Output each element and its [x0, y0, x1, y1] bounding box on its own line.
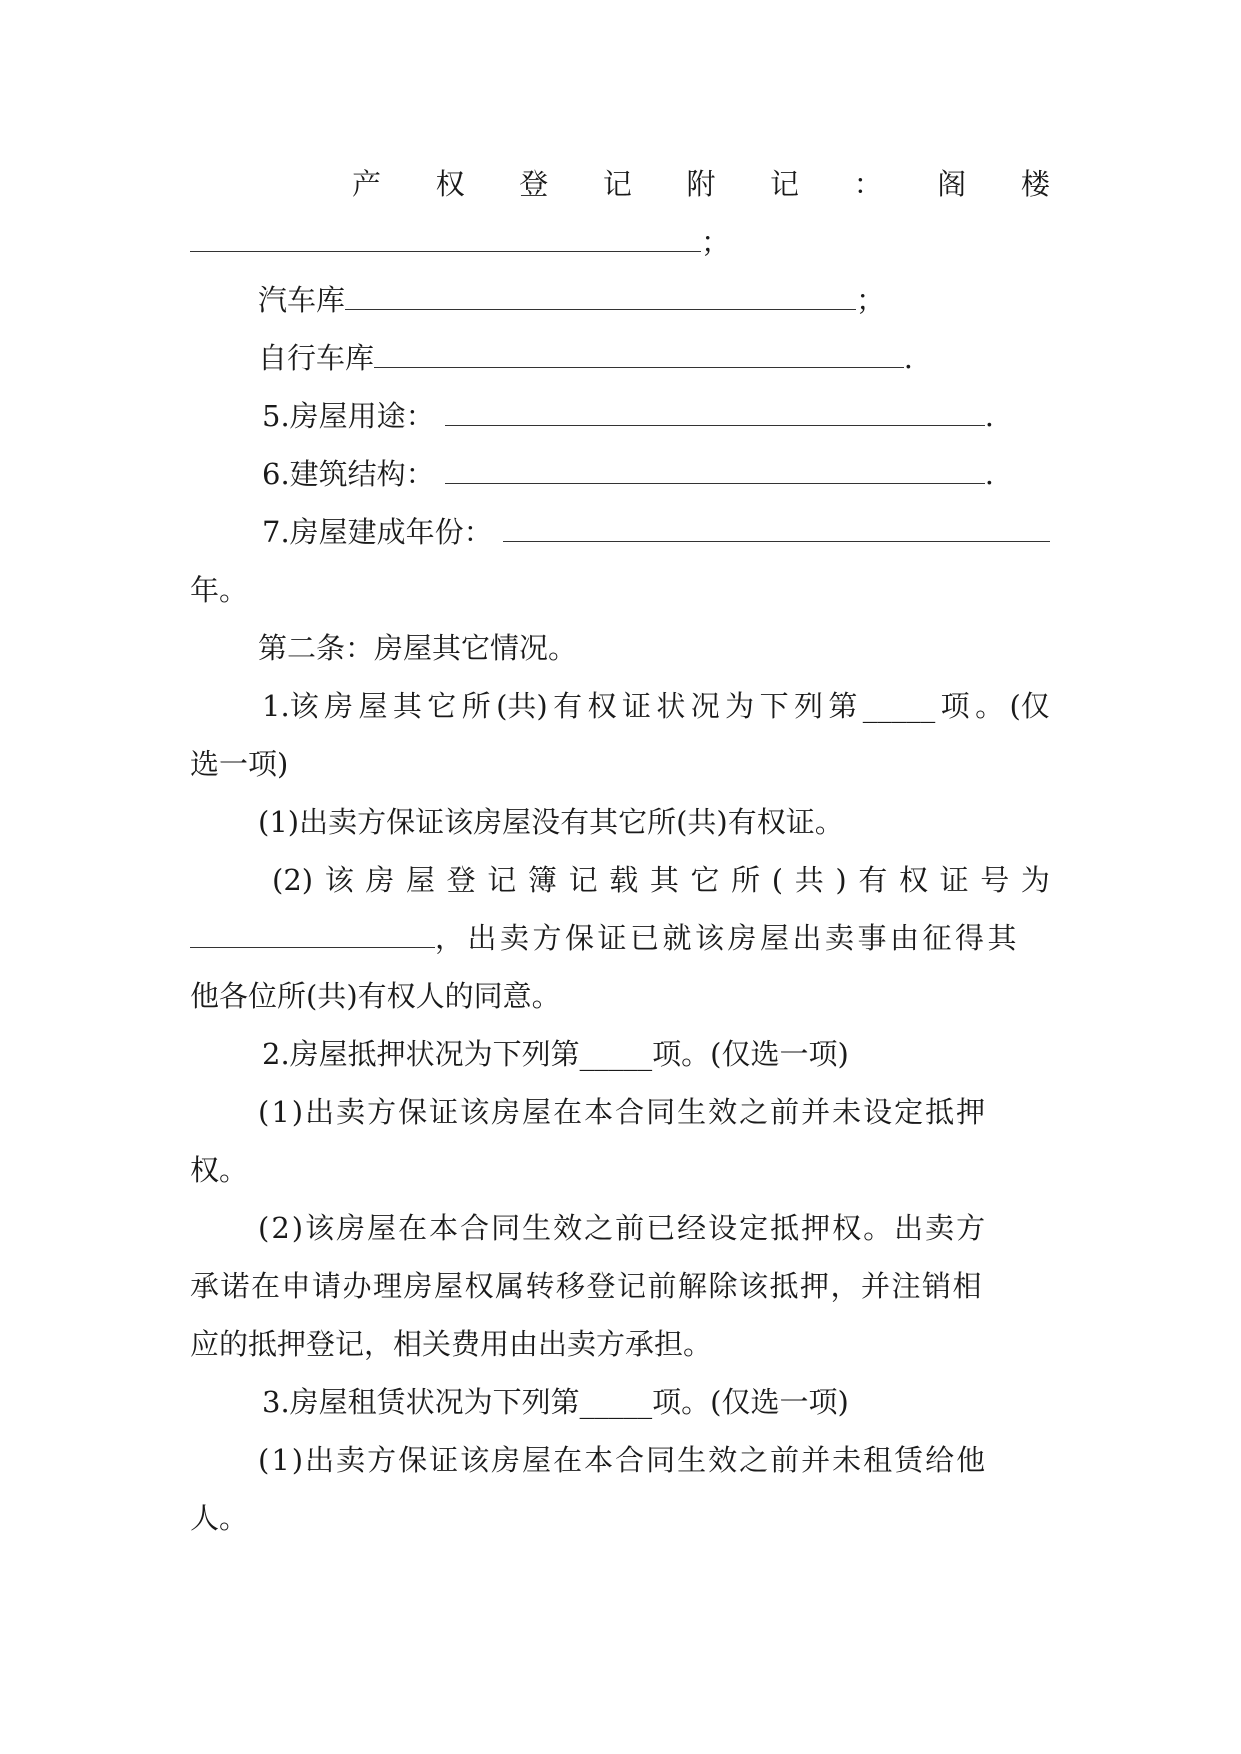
certificate-status-char: (仅	[1009, 689, 1050, 723]
line-bike-garage	[258, 329, 913, 387]
register-record-char: 房	[365, 863, 395, 897]
build-year-label: 7.房屋建成年份：	[262, 515, 493, 549]
certificate-status-char: 房	[324, 689, 354, 723]
register-record-char: 证	[939, 863, 969, 897]
registration-note-char: ：	[853, 167, 883, 201]
register-record-char: 权	[898, 863, 928, 897]
article-two-heading: 第二条：房屋其它情况。	[258, 631, 578, 665]
garage-label: 汽车库	[258, 283, 346, 317]
register-record-char: )	[835, 863, 847, 897]
certificate-status-char: 屋	[358, 689, 388, 723]
bike-garage-blank[interactable]	[374, 331, 904, 368]
house-use-label: 5.房屋用途：	[262, 399, 435, 433]
register-record-char: 所	[731, 863, 761, 897]
certificate-status-char: 况	[690, 689, 720, 723]
register-record-char: 记	[487, 863, 517, 897]
certificate-status-char: 权	[587, 689, 617, 723]
line-certificate-status	[262, 677, 1050, 735]
certificate-status-char: 项	[940, 689, 970, 723]
line-release-mortgage: 承诺在申请办理房屋权属转移登记前解除该抵押，并注销相	[190, 1269, 984, 1303]
line-attic-blank	[190, 213, 730, 271]
lease-status-heading: 3.房屋租赁状况为下列第_____项。(仅选一项)	[262, 1385, 849, 1419]
certificate-status-char: 状	[656, 689, 686, 723]
register-record-char: 簿	[527, 863, 557, 897]
line-owners-consent: 他各位所(共)有权人的同意。	[190, 979, 561, 1013]
registration-note-char: 附	[686, 167, 716, 201]
certificate-status-char: 。	[975, 689, 1005, 723]
certificate-number-blank[interactable]	[190, 911, 435, 948]
register-record-char: 为	[1020, 863, 1050, 897]
registration-note-char: 阁	[937, 167, 967, 201]
option-no-other-certificate: (1)出卖方保证该房屋没有其它所(共)有权证。	[258, 805, 844, 839]
option-no-mortgage: (1)出卖方保证该房屋在本合同生效之前并未设定抵押	[258, 1095, 988, 1129]
register-record-char: (2)	[272, 863, 314, 897]
attic-blank[interactable]	[190, 215, 701, 252]
certificate-status-char: 所	[461, 689, 491, 723]
structure-end: .	[984, 457, 994, 491]
register-record-char: 登	[446, 863, 476, 897]
line-select-one: 选一项)	[190, 747, 289, 781]
certificate-status-char: 其	[392, 689, 422, 723]
attic-end: ；	[700, 225, 730, 259]
house-use-end: .	[984, 399, 994, 433]
certificate-status-char: 有	[553, 689, 583, 723]
certificate-status-char: (共)	[496, 689, 548, 723]
certificate-status-char: 为	[725, 689, 755, 723]
bike-garage-label: 自行车库	[258, 341, 375, 375]
register-record-char: 它	[690, 863, 720, 897]
line-build-year	[262, 503, 1050, 561]
line-certificate-number	[190, 909, 1050, 967]
bike-garage-end: .	[903, 341, 913, 375]
certificate-status-char: 1.该	[262, 689, 319, 723]
line-house-use	[262, 387, 994, 445]
line-mortgage-fees: 应的抵押登记，相关费用由出卖方承担。	[190, 1327, 713, 1361]
structure-blank[interactable]	[445, 447, 985, 484]
register-record-char: 载	[609, 863, 639, 897]
register-record-char: 屋	[406, 863, 436, 897]
option-mortgage-set: (2)该房屋在本合同生效之前已经设定抵押权。出卖方	[258, 1211, 988, 1245]
certificate-status-char: 列	[793, 689, 823, 723]
house-use-blank[interactable]	[445, 389, 985, 426]
register-record-char: 共	[794, 863, 824, 897]
register-record-char: 其	[649, 863, 679, 897]
consent-text: ，出卖方保证已就该房屋出卖事由征得其	[435, 921, 1021, 955]
registration-note-char: 产	[352, 167, 382, 201]
line-mortgage-right: 权。	[190, 1153, 249, 1187]
line-registration-note	[352, 155, 1050, 213]
certificate-status-char: 下	[759, 689, 789, 723]
line-garage	[258, 271, 885, 329]
register-record-char: 有	[858, 863, 888, 897]
certificate-status-char: 它	[427, 689, 457, 723]
structure-label: 6.建筑结构：	[262, 457, 435, 491]
register-record-char: 记	[568, 863, 598, 897]
registration-note-char: 登	[519, 167, 549, 201]
registration-note-char: 记	[602, 167, 632, 201]
registration-note-char: 楼	[1020, 167, 1050, 201]
certificate-status-char: 证	[621, 689, 651, 723]
registration-note-char: 记	[770, 167, 800, 201]
registration-note-char: 权	[435, 167, 465, 201]
certificate-status-char: 第	[828, 689, 858, 723]
garage-end: ；	[855, 283, 885, 317]
build-year-blank[interactable]	[503, 505, 1050, 542]
certificate-status-char: _____	[862, 689, 936, 723]
line-others: 人。	[190, 1501, 249, 1535]
line-register-record	[272, 851, 1050, 909]
register-record-char: 号	[980, 863, 1010, 897]
mortgage-status-heading: 2.房屋抵押状况为下列第_____项。(仅选一项)	[262, 1037, 849, 1071]
register-record-char: (	[771, 863, 784, 897]
line-year-suffix: 年。	[190, 573, 249, 607]
register-record-char: 该	[324, 863, 354, 897]
garage-blank[interactable]	[345, 273, 856, 310]
line-structure	[262, 445, 994, 503]
option-no-lease: (1)出卖方保证该房屋在本合同生效之前并未租赁给他	[258, 1443, 988, 1477]
